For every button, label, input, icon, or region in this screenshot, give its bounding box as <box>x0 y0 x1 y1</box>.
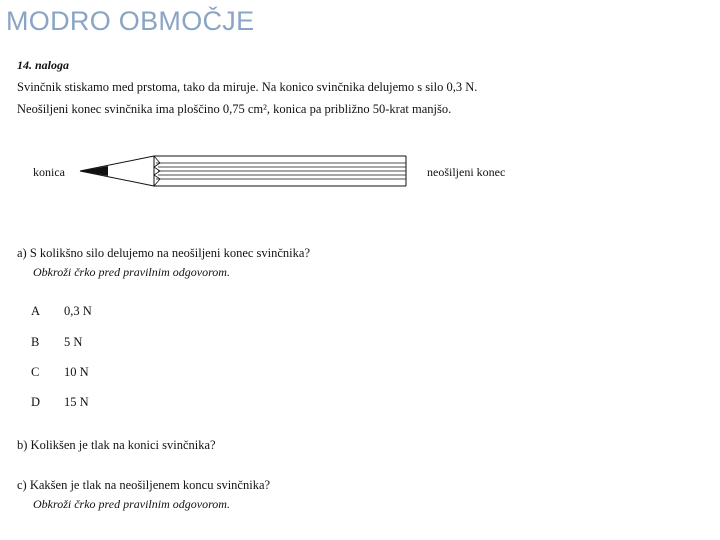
option-text: 10 N <box>64 365 89 379</box>
question-a-instruction: Obkroži črko pred pravilnim odgovorom. <box>33 265 230 279</box>
option-text: 5 N <box>64 335 83 349</box>
option-letter[interactable]: C <box>31 365 40 379</box>
task-heading: 14. naloga <box>17 58 70 72</box>
question-c: c) Kakšen je tlak na neošiljenem koncu svinčnika? <box>17 478 271 492</box>
option-letter[interactable]: A <box>31 304 41 318</box>
slide-title: MODRO OBMOČJE <box>6 6 255 36</box>
question-c-instruction: Obkroži črko pred pravilnim odgovorom. <box>33 497 230 511</box>
option-text: 0,3 N <box>64 304 92 318</box>
pencil-blunt-end-label: neošiljeni konec <box>427 165 506 179</box>
option-letter[interactable]: B <box>31 335 40 349</box>
task-text-line-2: Neošiljeni konec svinčnika ima ploščino 0,75 cm², konica pa približno 50-krat manjšo. <box>17 102 452 116</box>
option-letter[interactable]: D <box>31 395 41 409</box>
question-a: a) S kolikšno silo delujemo na neošiljeni konec svinčnika? <box>17 246 310 260</box>
pencil-lead <box>80 166 108 176</box>
question-b: b) Kolikšen je tlak na konici svinčnika? <box>17 438 216 452</box>
task-text-line-1: Svinčnik stiskamo med prstoma, tako da miruje. Na konico svinčnika delujemo s silo 0,3 N. <box>17 80 478 94</box>
pencil-tip-label: konica <box>33 165 65 179</box>
pencil-figure <box>78 154 410 188</box>
option-text: 15 N <box>64 395 89 409</box>
